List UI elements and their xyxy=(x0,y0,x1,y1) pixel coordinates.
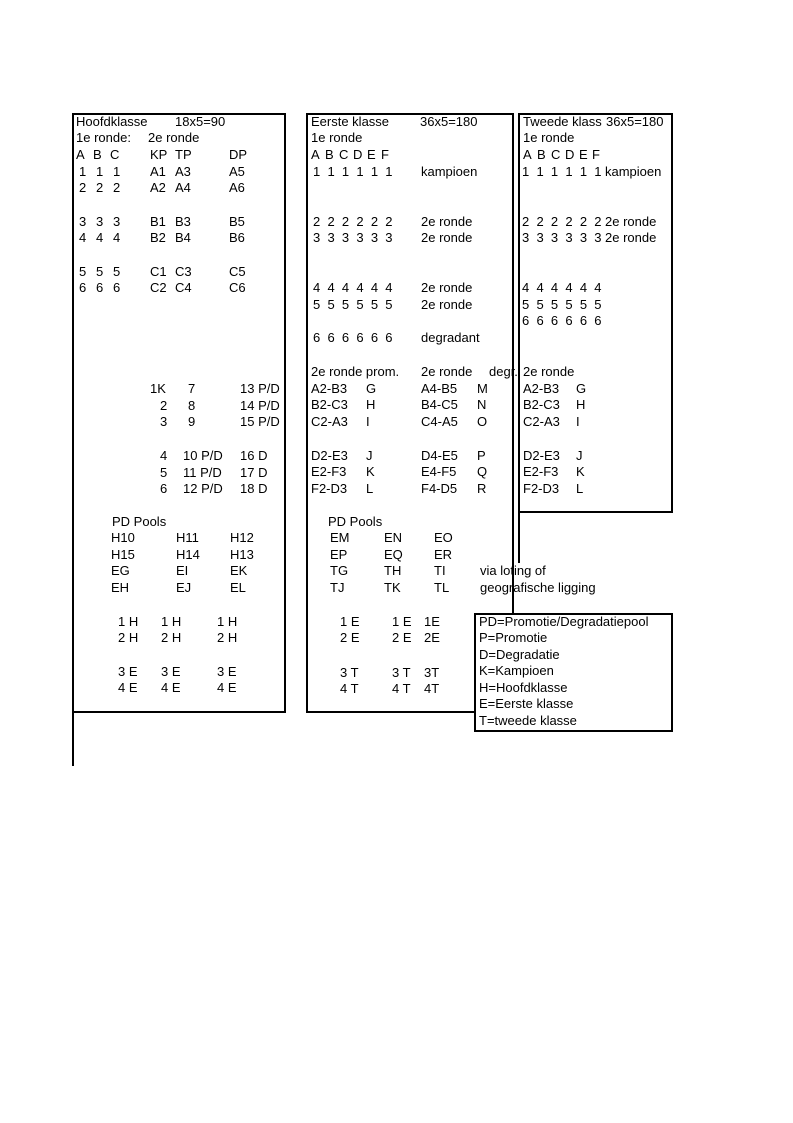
eerste-klasse-text: F2-D3 xyxy=(311,481,348,496)
eerste-klasse-text: EO xyxy=(434,530,453,545)
hoofdklasse-text: 2e ronde xyxy=(148,130,200,145)
tweede-klasse-text: D xyxy=(565,147,575,162)
hoofdklasse-text: 11 P/D xyxy=(183,465,222,480)
hoofdklasse-text: 12 P/D xyxy=(183,481,223,496)
tweede-klasse-text: 2 2 2 2 2 2 xyxy=(522,214,602,229)
eerste-klasse-text: D xyxy=(353,147,363,162)
eerste-klasse-text: F xyxy=(381,147,389,162)
eerste-klasse-text: 36x5=180 xyxy=(420,114,478,129)
eerste-klasse-text: A4-B5 xyxy=(421,381,458,396)
eerste-klasse-text: B xyxy=(325,147,334,162)
hoofdklasse-text: 2 xyxy=(160,398,168,413)
hoofdklasse-text: C5 xyxy=(229,264,246,279)
hoofdklasse-text: 3 xyxy=(160,414,168,429)
eerste-klasse-text: EP xyxy=(330,547,348,562)
hoofdklasse-text: 18x5=90 xyxy=(175,114,226,129)
hoofdklasse-text: 1e ronde: xyxy=(76,130,131,145)
eerste-klasse-text: 2 2 2 2 2 2 xyxy=(313,214,393,229)
legend-text: K=Kampioen xyxy=(479,663,554,678)
eerste-klasse-text: EQ xyxy=(384,547,403,562)
eerste-klasse-text: A2-B3 xyxy=(311,381,348,396)
hoofdklasse-text: 14 P/D xyxy=(240,398,280,413)
eerste-klasse-text: R xyxy=(477,481,487,496)
eerste-klasse-text: G xyxy=(366,381,377,396)
tweede-klasse-text: kampioen xyxy=(605,164,662,179)
hoofdklasse-text: 8 xyxy=(188,398,196,413)
eerste-klasse-text: 2 E xyxy=(392,630,412,645)
eerste-klasse-text: 1e ronde xyxy=(311,130,363,145)
hoofdklasse-text: B4 xyxy=(175,230,191,245)
eerste-klasse-text: 2E xyxy=(424,630,440,645)
hoofdklasse-text: EG xyxy=(111,563,130,578)
hoofdklasse-text: PD Pools xyxy=(112,514,167,529)
eerste-klasse-text: kampioen xyxy=(421,164,478,179)
eerste-klasse-text: O xyxy=(477,414,488,429)
hoofdklasse-text: 5 xyxy=(160,465,168,480)
eerste-klasse-text: Eerste klasse xyxy=(311,114,390,129)
hoofdklasse-text: H12 xyxy=(230,530,254,545)
eerste-klasse-text: 2 E xyxy=(340,630,360,645)
hoofdklasse-text: 18 D xyxy=(240,481,268,496)
eerste-klasse-text: 3 T xyxy=(392,665,411,680)
eerste-klasse-text: 1 E xyxy=(340,614,360,629)
hoofdklasse-text: B5 xyxy=(229,214,245,229)
tweede-klasse-text: 4 4 4 4 4 4 xyxy=(522,280,602,295)
eerste-klasse-text: P xyxy=(477,448,486,463)
eerste-klasse-text: K xyxy=(366,464,375,479)
tweede-klasse-text: 2e ronde xyxy=(605,230,657,245)
tweede-klasse-text: 5 5 5 5 5 5 xyxy=(522,297,602,312)
hoofdklasse-text: Hoofdklasse xyxy=(76,114,148,129)
tweede-klasse-text: Tweede klass xyxy=(523,114,602,129)
tweede-klasse-text: 36x5=180 xyxy=(606,114,664,129)
tweede-klasse-text: F2-D3 xyxy=(523,481,560,496)
eerste-klasse-text: PD Pools xyxy=(328,514,383,529)
eerste-klasse-text: E xyxy=(367,147,376,162)
hoofdklasse-text: EJ xyxy=(176,580,192,595)
hoofdklasse-text: 16 D xyxy=(240,448,268,463)
hoofdklasse-text: 17 D xyxy=(240,465,268,480)
hoofdklasse-text: A5 xyxy=(229,164,245,179)
tweede-klasse-text: C2-A3 xyxy=(523,414,560,429)
eerste-klasse-text: 5 5 5 5 5 5 xyxy=(313,297,393,312)
hoofdklasse-text: 3 xyxy=(79,214,87,229)
eerste-klasse-text: N xyxy=(477,397,487,412)
hoofdklasse-text: 1 H xyxy=(161,614,182,629)
eerste-klasse-text: 2e ronde xyxy=(421,280,473,295)
hoofdklasse-text: 2 xyxy=(96,180,104,195)
eerste-klasse-text: L xyxy=(366,481,374,496)
hoofdklasse-text: A4 xyxy=(175,180,191,195)
hoofdklasse-text: EL xyxy=(230,580,246,595)
hoofdklasse-text: 1 xyxy=(113,164,121,179)
tweede-klasse-text: B xyxy=(537,147,546,162)
legend-text: PD=Promotie/Degradatiepool xyxy=(479,614,649,629)
hoofdklasse-text: 3 E xyxy=(161,664,181,679)
eerste-klasse-text: TH xyxy=(384,563,402,578)
hoofdklasse-text: B6 xyxy=(229,230,245,245)
tweede-klasse-text: 6 6 6 6 6 6 xyxy=(522,313,602,328)
annotation-text: geografische ligging xyxy=(480,580,596,595)
eerste-klasse-text: C xyxy=(339,147,349,162)
eerste-klasse-text: E2-F3 xyxy=(311,464,347,479)
eerste-klasse-text: 4 T xyxy=(392,681,411,696)
eerste-klasse-text: E4-F5 xyxy=(421,464,457,479)
hoofdklasse-text: 1K xyxy=(150,381,166,396)
tweede-klasse-text: 3 3 3 3 3 3 xyxy=(522,230,602,245)
eerste-klasse-text: H xyxy=(366,397,376,412)
eerste-klasse-text: A xyxy=(311,147,320,162)
tweede-klasse-text: 2e ronde xyxy=(605,214,657,229)
tweede-klasse-text: J xyxy=(576,448,583,463)
eerste-klasse-text: 6 6 6 6 6 6 xyxy=(313,330,393,345)
tweede-klasse-text: 1 1 1 1 1 1 xyxy=(522,164,602,179)
tweede-klasse-text: 1e ronde xyxy=(523,130,575,145)
hoofdklasse-text: 3 E xyxy=(217,664,237,679)
hoofdklasse-text: 4 xyxy=(160,448,168,463)
tweede-klasse-text: G xyxy=(576,381,587,396)
hoofdklasse-text: 3 xyxy=(113,214,121,229)
tweede-klasse-text: A2-B3 xyxy=(523,381,560,396)
hoofdklasse-text: 1 H xyxy=(118,614,139,629)
hoofdklasse-text: C xyxy=(110,147,120,162)
tweede-klasse-text: H xyxy=(576,397,586,412)
eerste-klasse-text: J xyxy=(366,448,373,463)
eerste-klasse-text: 1 E xyxy=(392,614,412,629)
hoofdklasse-text: H15 xyxy=(111,547,135,562)
hoofdklasse-text: 2 H xyxy=(161,630,182,645)
annotation-text: via loting of xyxy=(480,563,546,578)
hoofdklasse-text: 6 xyxy=(79,280,87,295)
tweede-klasse-text: E xyxy=(579,147,588,162)
hoofdklasse-text: 2 H xyxy=(118,630,139,645)
hoofdklasse-text: 2 H xyxy=(217,630,238,645)
eerste-klasse-text: 3T xyxy=(424,665,440,680)
hoofdklasse-text: 4 E xyxy=(161,680,181,695)
hoofdklasse-text: 1 H xyxy=(217,614,238,629)
hoofdklasse-text: 7 xyxy=(188,381,196,396)
hoofdklasse-text: C6 xyxy=(229,280,246,295)
hoofdklasse-text: A3 xyxy=(175,164,191,179)
hoofdklasse-text: 2 xyxy=(113,180,121,195)
tweede-klasse-text: E2-F3 xyxy=(523,464,559,479)
tweede-klasse-text: D2-E3 xyxy=(523,448,560,463)
eerste-klasse-text: EM xyxy=(330,530,350,545)
legend-text: D=Degradatie xyxy=(479,647,560,662)
eerste-klasse-text: 2e ronde prom. xyxy=(311,364,400,379)
hoofdklasse-text: A6 xyxy=(229,180,245,195)
hoofdklasse-text: 4 xyxy=(79,230,87,245)
hoofdklasse-text: A2 xyxy=(150,180,166,195)
eerste-klasse-text: D2-E3 xyxy=(311,448,348,463)
hoofdklasse-text: 6 xyxy=(113,280,121,295)
eerste-klasse-text: TI xyxy=(434,563,446,578)
eerste-klasse-text: C4-A5 xyxy=(421,414,458,429)
tweede-klasse-text: L xyxy=(576,481,584,496)
eerste-klasse-text: degr. xyxy=(489,364,518,379)
eerste-klasse-text: 4T xyxy=(424,681,440,696)
eerste-klasse-text: 1 1 1 1 1 1 xyxy=(313,164,393,179)
hoofdklasse-text: 5 xyxy=(96,264,104,279)
eerste-klasse-text: B4-C5 xyxy=(421,397,458,412)
hoofdklasse-text: 5 xyxy=(113,264,121,279)
hoofdklasse-text: 4 E xyxy=(217,680,237,695)
legend-text: P=Promotie xyxy=(479,630,548,645)
legend-text: T=tweede klasse xyxy=(479,713,577,728)
eerste-klasse-text: 2e ronde xyxy=(421,230,473,245)
eerste-klasse-text: Q xyxy=(477,464,488,479)
tweede-klasse-text: K xyxy=(576,464,585,479)
tweede-klasse-text: A xyxy=(523,147,532,162)
hoofdklasse-text: C4 xyxy=(175,280,192,295)
eerste-klasse-text: TK xyxy=(384,580,401,595)
hoofdklasse-text: 1 xyxy=(79,164,87,179)
hoofdklasse-text: B1 xyxy=(150,214,166,229)
eerste-klasse-text: I xyxy=(366,414,370,429)
hoofdklasse-text: C1 xyxy=(150,264,167,279)
hoofdklasse-text: B xyxy=(93,147,102,162)
eerste-klasse-text: 4 T xyxy=(340,681,359,696)
eerste-klasse-text: 1E xyxy=(424,614,440,629)
eerste-klasse-text: 3 3 3 3 3 3 xyxy=(313,230,393,245)
hoofdklasse-text: H10 xyxy=(111,530,135,545)
eerste-klasse-text: B2-C3 xyxy=(311,397,348,412)
hoofdklasse-text: H11 xyxy=(176,530,199,545)
eerste-klasse-text: 2e ronde xyxy=(421,364,473,379)
eerste-klasse-text: F4-D5 xyxy=(421,481,458,496)
hoofdklasse-text: 4 xyxy=(96,230,104,245)
eerste-klasse-text: 2e ronde xyxy=(421,214,473,229)
eerste-klasse-text: 2e ronde xyxy=(421,297,473,312)
hoofdklasse-text: TP xyxy=(175,147,192,162)
hoofdklasse-text: 4 xyxy=(113,230,121,245)
tweede-klasse-text: B2-C3 xyxy=(523,397,560,412)
hoofdklasse-text: KP xyxy=(150,147,168,162)
hoofdklasse-text: 6 xyxy=(160,481,168,496)
tweede-klasse-text: F xyxy=(592,147,600,162)
hoofdklasse-text: 1 xyxy=(96,164,104,179)
hoofdklasse-text: 15 P/D xyxy=(240,414,280,429)
hoofdklasse-text: 13 P/D xyxy=(240,381,280,396)
hoofdklasse-text: B3 xyxy=(175,214,191,229)
hoofdklasse-text: 9 xyxy=(188,414,196,429)
hoofdklasse-text: H13 xyxy=(230,547,254,562)
eerste-klasse-text: 3 T xyxy=(340,665,359,680)
hoofdklasse-text: 10 P/D xyxy=(183,448,223,463)
hoofdklasse-text: 4 E xyxy=(118,680,138,695)
hoofdklasse-text: 3 E xyxy=(118,664,138,679)
hoofdklasse-text: 6 xyxy=(96,280,104,295)
eerste-klasse-text: ER xyxy=(434,547,453,562)
hoofdklasse-text: EI xyxy=(176,563,189,578)
hoofdklasse-text: H14 xyxy=(176,547,200,562)
eerste-klasse-text: M xyxy=(477,381,488,396)
tweede-klasse-text: C xyxy=(551,147,561,162)
eerste-klasse-text: TJ xyxy=(330,580,345,595)
hoofdklasse-text: EH xyxy=(111,580,130,595)
eerste-klasse-text: EN xyxy=(384,530,403,545)
hoofdklasse-text: EK xyxy=(230,563,248,578)
hoofdklasse-text: DP xyxy=(229,147,248,162)
eerste-klasse-text: D4-E5 xyxy=(421,448,458,463)
hoofdklasse-text: A xyxy=(76,147,85,162)
eerste-klasse-text: degradant xyxy=(421,330,480,345)
eerste-klasse-text: TL xyxy=(434,580,450,595)
legend-text: E=Eerste klasse xyxy=(479,696,574,711)
hoofdklasse-text: C2 xyxy=(150,280,167,295)
tweede-klasse-text: I xyxy=(576,414,580,429)
hoofdklasse-text: 2 xyxy=(79,180,87,195)
hoofdklasse-text: 3 xyxy=(96,214,104,229)
hoofdklasse-text: C3 xyxy=(175,264,192,279)
hoofdklasse-text: B2 xyxy=(150,230,166,245)
hoofdklasse-text: A1 xyxy=(150,164,166,179)
eerste-klasse-text: 4 4 4 4 4 4 xyxy=(313,280,393,295)
eerste-klasse-text: TG xyxy=(330,563,349,578)
tweede-klasse-text: 2e ronde xyxy=(523,364,575,379)
legend-text: H=Hoofdklasse xyxy=(479,680,568,695)
hoofdklasse-text: 5 xyxy=(79,264,87,279)
eerste-klasse-text: C2-A3 xyxy=(311,414,348,429)
